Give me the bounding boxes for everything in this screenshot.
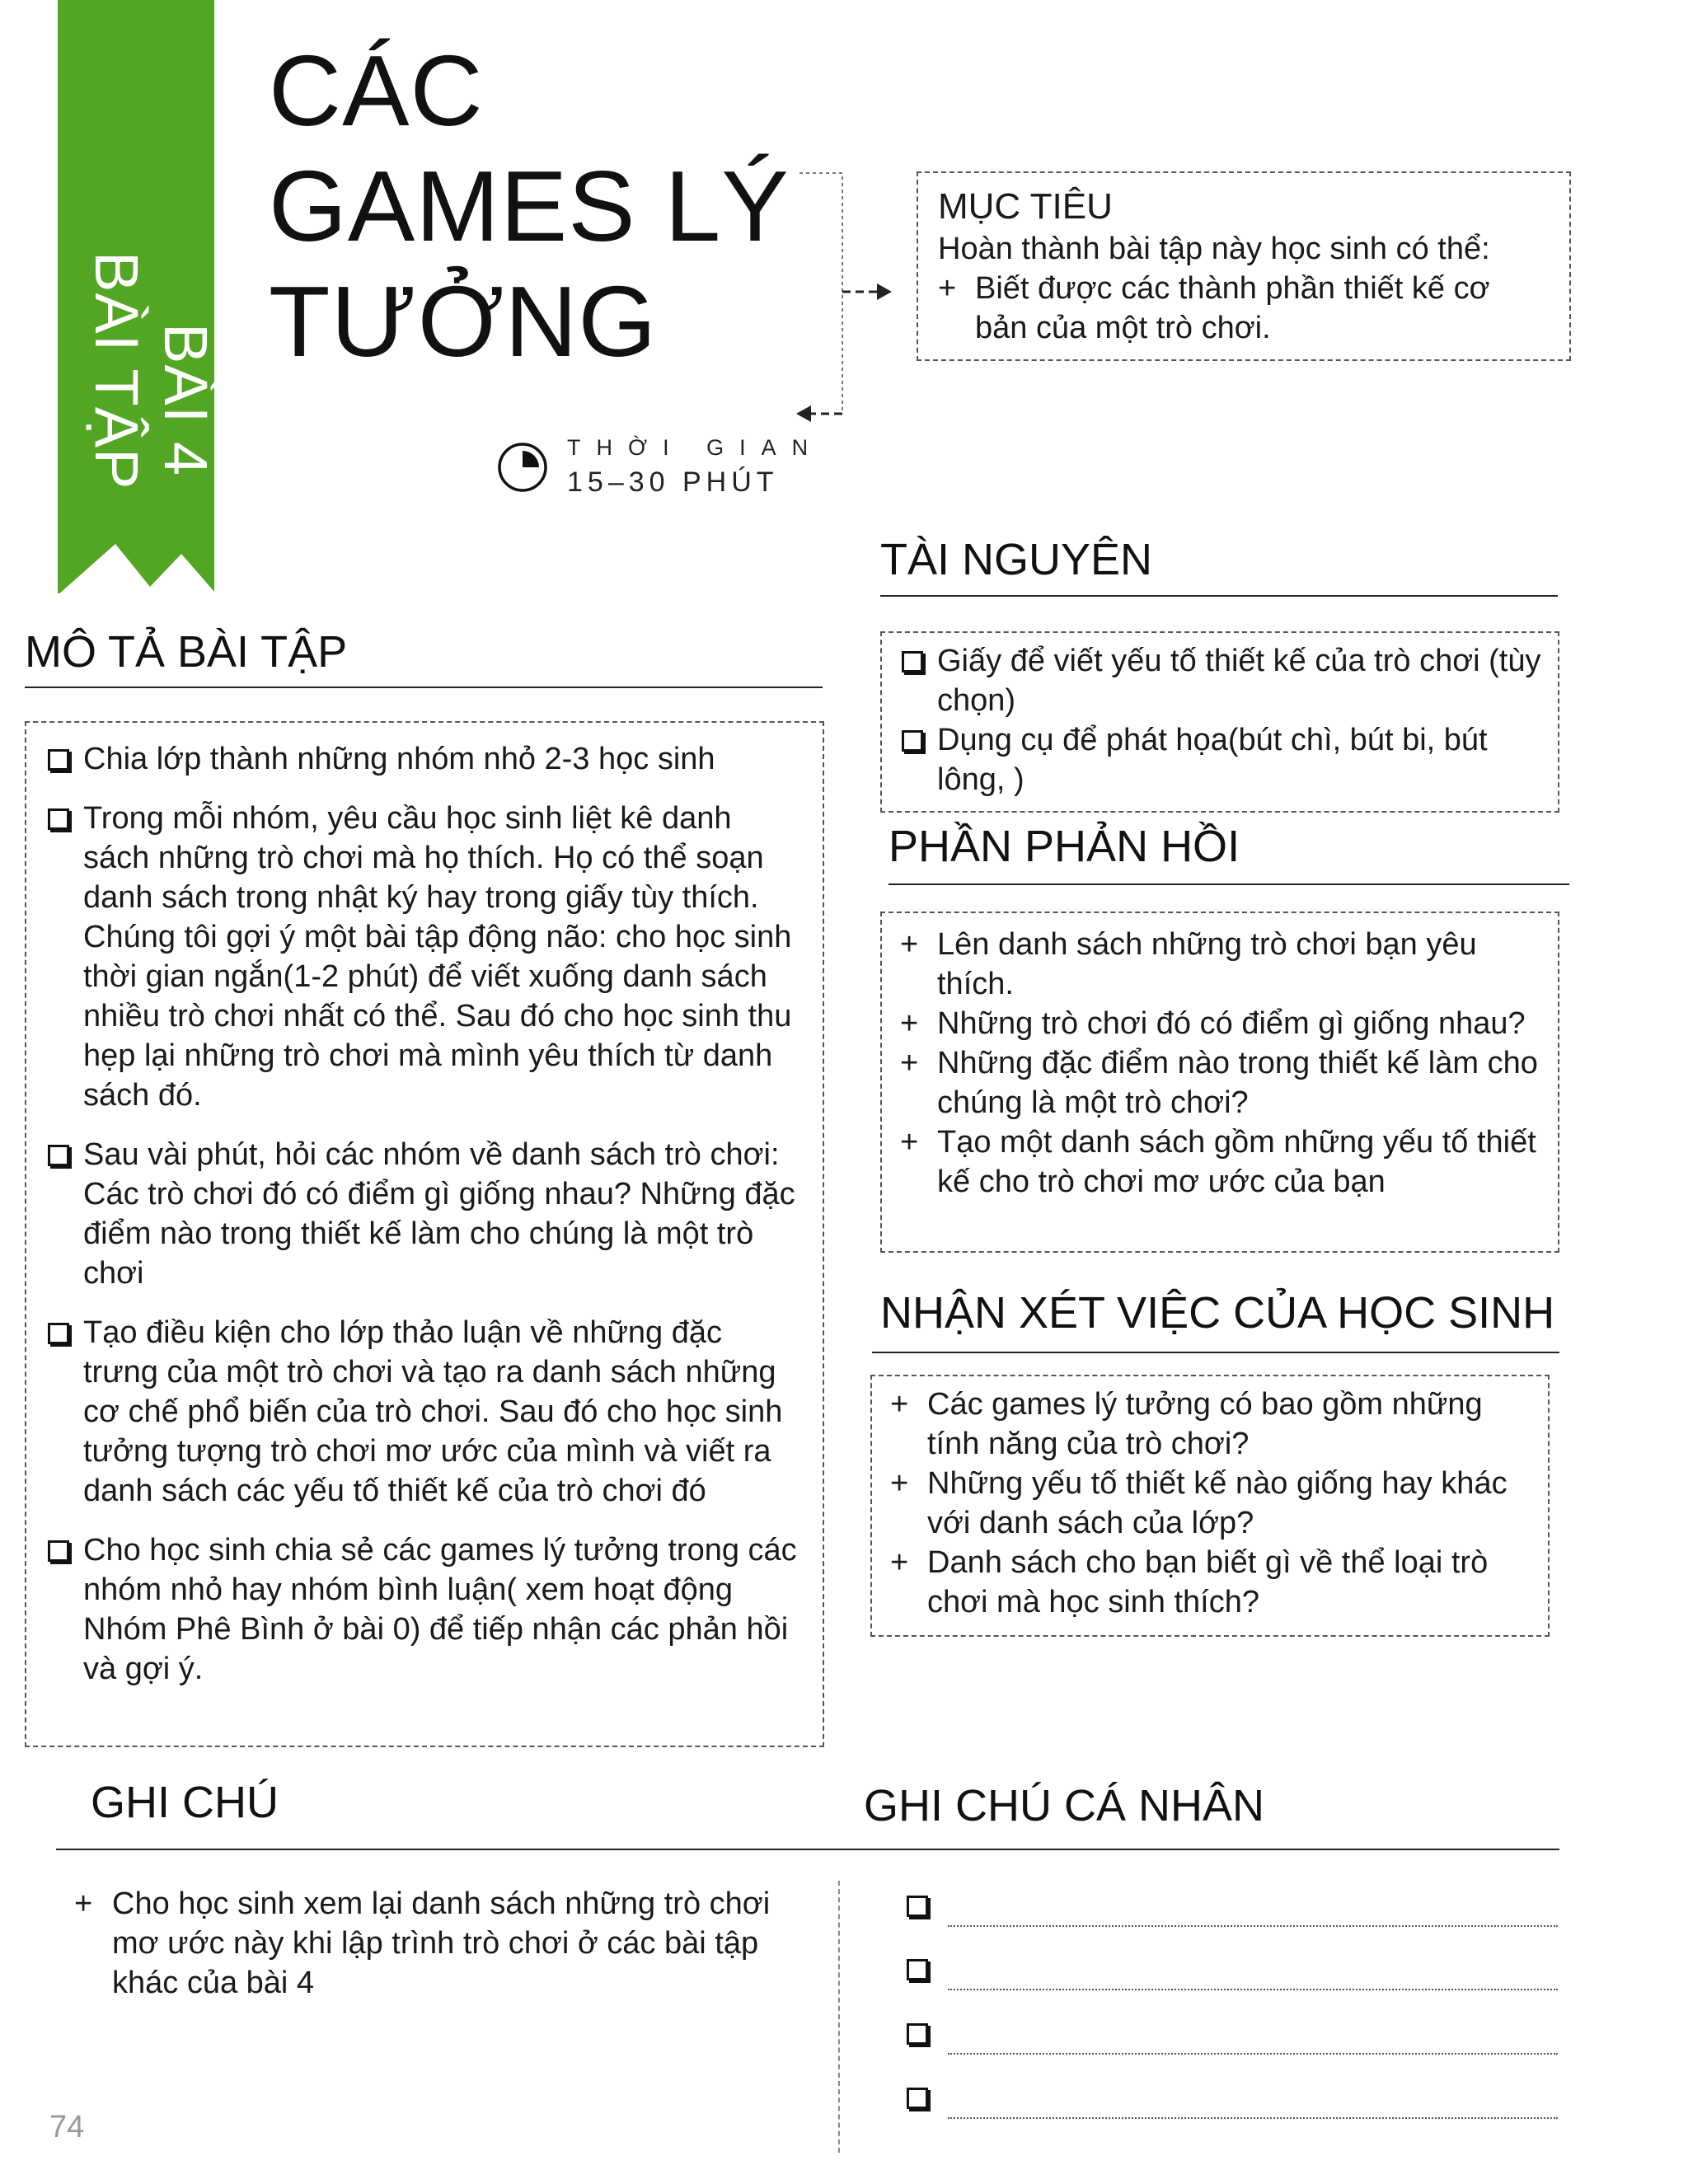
resource-item: Dụng cụ để phát họa(bút chì, bút bi, bút lông, ) <box>900 720 1541 799</box>
ribbon-exercise-label: BÀI TẬP <box>82 251 151 490</box>
description-box <box>25 721 824 1747</box>
ribbon-lesson-number: BÀI 4 <box>152 323 220 476</box>
notes-list <box>74 1884 783 2003</box>
page-number: 74 <box>49 2110 85 2144</box>
feedback-heading: PHẦN PHẢN HỒI <box>889 822 1240 871</box>
note-item: + Cho học sinh xem lại danh sách những trò chơi mơ ước này khi lập trình trò chơi ở các bài tập khác của bài 4 <box>74 1884 783 2003</box>
checkbox-icon[interactable] <box>907 2023 928 2045</box>
plus-icon: + <box>74 1886 93 1921</box>
checkbox-icon <box>48 1540 69 1562</box>
lesson-ribbon <box>58 0 220 593</box>
objective-box <box>917 171 1571 361</box>
description-item: Tạo điều kiện cho lớp thảo luận về những đặc trưng của một trò chơi và tạo ra danh sách những cơ chế phổ biến của trò chơi. Sau đó cho học sinh tưởng tượng trò chơi mơ ước của mình và viết ra danh sách các yếu tố thiết kế của trò chơi đó <box>46 1313 803 1511</box>
connector-arrows <box>791 165 898 429</box>
objective-heading: MỤC TIÊU <box>938 186 1113 227</box>
feedback-item: + Những đặc điểm nào trong thiết kế làm cho chúng là một trò chơi? <box>900 1043 1541 1122</box>
plus-icon: + <box>890 1545 909 1580</box>
notes-divider <box>838 1881 840 2153</box>
checkbox-icon <box>902 651 923 673</box>
checkbox-icon[interactable] <box>907 2088 928 2109</box>
note-line[interactable] <box>948 2117 1558 2119</box>
title-line-2: GAMES LÝ <box>269 150 790 262</box>
time-value: 15–30 PHÚT <box>567 466 779 498</box>
plus-icon: + <box>890 1466 909 1501</box>
page-title <box>269 33 790 379</box>
plus-icon: + <box>900 1006 919 1041</box>
objective-intro: Hoàn thành bài tập này học sinh có thể: <box>938 232 1490 266</box>
plus-icon: + <box>900 1125 919 1160</box>
title-line-3: TƯỞNG <box>269 265 658 377</box>
plus-icon: + <box>900 1046 919 1080</box>
plus-icon: + <box>938 271 957 306</box>
resource-item: Giấy để viết yếu tố thiết kế của trò chơi (tùy chọn) <box>900 641 1541 720</box>
plus-icon: + <box>900 927 919 962</box>
feedback-item: + Lên danh sách những trò chơi bạn yêu thích. <box>900 925 1541 1004</box>
resources-heading: TÀI NGUYÊN <box>880 535 1153 584</box>
resources-rule <box>880 595 1558 597</box>
notes-heading: GHI CHÚ <box>91 1778 279 1827</box>
checkbox-icon[interactable] <box>907 1959 928 1980</box>
assessment-heading: NHẬN XÉT VIỆC CỦA HỌC SINH <box>880 1288 1555 1338</box>
assessment-item: + Danh sách cho bạn biết gì về thể loại trò chơi mà học sinh thích? <box>890 1543 1531 1622</box>
feedback-rule <box>889 883 1569 885</box>
checkbox-icon[interactable] <box>907 1896 928 1917</box>
checkbox-icon <box>48 749 69 771</box>
checkbox-icon <box>48 808 69 830</box>
checkbox-icon <box>48 1323 69 1344</box>
title-line-1: CÁC <box>269 35 484 147</box>
description-item: Chia lớp thành những nhóm nhỏ 2-3 học sinh <box>46 739 803 779</box>
description-item: Trong mỗi nhóm, yêu cầu học sinh liệt kê danh sách những trò chơi mà họ thích. Họ có thể soạn danh sách trong nhật ký hay trong giấy tùy thích. Chúng tôi gợi ý một bài tập động não: cho học sinh thời gian ngắn(1-2 phút) để viết xuống danh sách nhiều trò chơi nhất có thể. Sau đó cho học sinh thu hẹp lại những trò chơi mà mình yêu thích từ danh sách đó. <box>46 799 803 1115</box>
description-rule <box>25 687 823 688</box>
personal-notes-heading: GHI CHÚ CÁ NHÂN <box>864 1781 1265 1830</box>
assessment-item: + Các games lý tưởng có bao gồm những tính năng của trò chơi? <box>890 1385 1531 1464</box>
description-item: Sau vài phút, hỏi các nhóm về danh sách trò chơi: Các trò chơi đó có điểm gì giống nhau? Những đặc điểm nào trong thiết kế làm cho chúng là một trò chơi <box>46 1135 803 1293</box>
description-heading: MÔ TẢ BÀI TẬP <box>25 627 348 677</box>
feedback-item: + Tạo một danh sách gồm những yếu tố thiết kế cho trò chơi mơ ước của bạn <box>900 1122 1541 1202</box>
personal-notes-list <box>907 1896 1559 2143</box>
assessment-box <box>870 1375 1550 1637</box>
assessment-item: + Những yếu tố thiết kế nào giống hay khác với danh sách của lớp? <box>890 1464 1531 1543</box>
note-line[interactable] <box>948 1925 1558 1927</box>
description-item: Cho học sinh chia sẻ các games lý tưởng trong các nhóm nhỏ hay nhóm bình luận( xem hoạt động Nhóm Phê Bình ở bài 0) để tiếp nhận các phản hồi và gợi ý. <box>46 1530 803 1689</box>
note-line[interactable] <box>948 1989 1558 1990</box>
assessment-rule <box>872 1352 1559 1353</box>
notes-rule <box>56 1849 1559 1850</box>
time-label: THỜI GIAN <box>567 435 824 460</box>
clock-quarter-icon <box>497 442 548 493</box>
checkbox-icon <box>48 1145 69 1166</box>
feedback-box <box>880 912 1559 1253</box>
feedback-item: + Những trò chơi đó có điểm gì giống nhau? <box>900 1004 1541 1043</box>
resources-box <box>880 631 1559 813</box>
plus-icon: + <box>890 1387 909 1422</box>
objective-item: + Biết được các thành phần thiết kế cơ bản của một trò chơi. <box>938 269 1550 348</box>
checkbox-icon <box>902 730 923 752</box>
note-line[interactable] <box>948 2053 1558 2055</box>
